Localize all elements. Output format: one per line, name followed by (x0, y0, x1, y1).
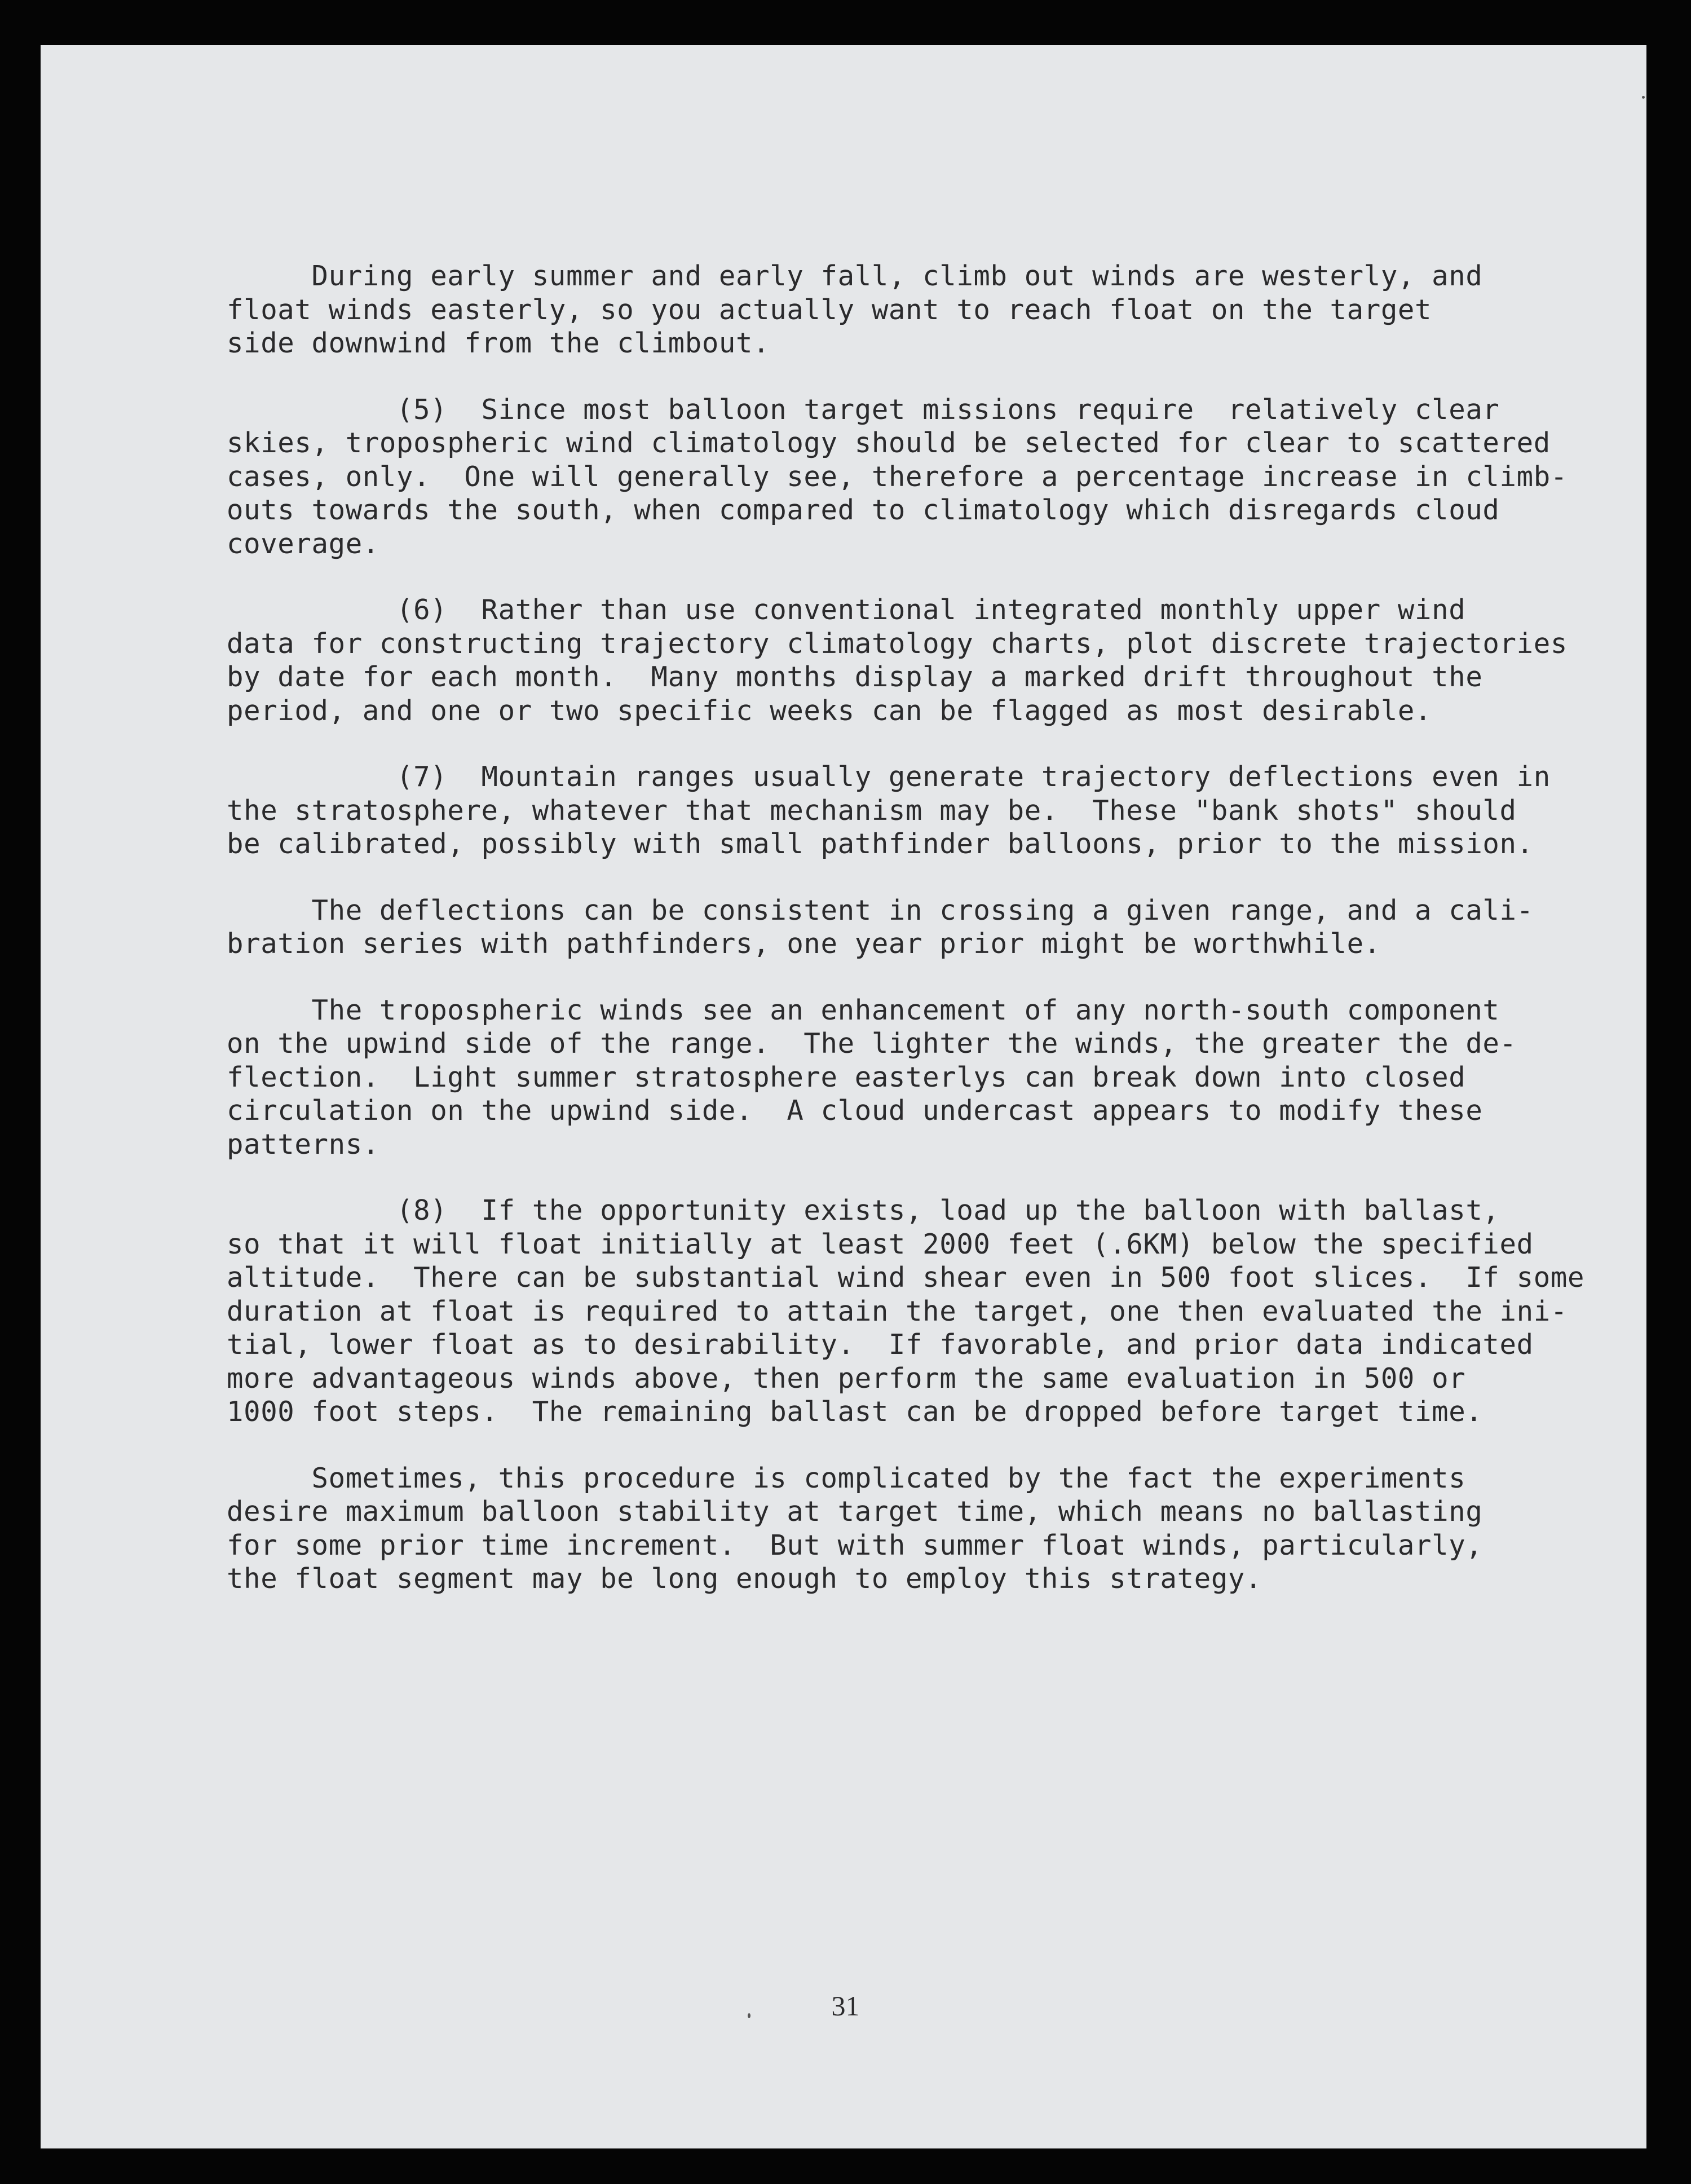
paragraph-ballasting: Sometimes, this procedure is complicated by the fact the experiments desire maximum balloon stability at target time, which means no ballasting for some prior time increment. But with summer float winds, particularly, the float segment may be long enough to employ this strategy. (227, 1462, 1483, 1595)
scan-speck (1642, 96, 1645, 99)
paragraph-item-5: (5) Since most balloon target missions require relatively clear skies, tropospheric wind climatology should be selected for clear to scattered cases, only. One will generally see, therefore a percentage increase in climb- outs towards the south, when compared to climatology which disregards cloud coverage. (227, 393, 1568, 560)
paragraph-item-8: (8) If the opportunity exists, load up the balloon with ballast, so that it will float initially at least 2000 feet (.6KM) below the specified altitude. There can be substantial wind shear even in 500 foot slices. If some duration at float is required to attain the target, one then evaluated the ini- tial, lower float as to desirability. If favorable, and prior data indicated more advantageous winds above, then perform the same evaluation in 500 or 1000 foot steps. The remaining ballast can be dropped before target time. (227, 1194, 1585, 1428)
body-text (227, 259, 1591, 1629)
paragraph-item-7: (7) Mountain ranges usually generate trajectory deflections even in the stratosphere, whatever that mechanism may be. These "bank shots" should be calibrated, possibly with small pathfinder balloons, prior to the mission. (227, 761, 1551, 860)
paragraph-item-6: (6) Rather than use conventional integrated monthly upper wind data for constructing trajectory climatology charts, plot discrete trajectories by date for each month. Many months display a marked drift throughout the period, and one or two specific weeks can be flagged as most desirable. (227, 594, 1568, 727)
page-number: 31 (831, 1990, 860, 2022)
paragraph-tropospheric-winds: The tropospheric winds see an enhancement of any north-south component on the upwind side of the range. The lighter the winds, the greater the de- flection. Light summer stratosphere easterlys can break down into closed circulation on the upwind side. A cloud undercast appears to modify these patterns. (227, 994, 1517, 1161)
paragraph-climb-out-winds: During early summer and early fall, climb out winds are westerly, and float winds easterly, so you actually want to reach float on the target side downwind from the climbout. (227, 260, 1483, 359)
paragraph-deflections: The deflections can be consistent in crossing a given range, and a cali- bration series with pathfinders, one year prior might be worthwhile. (227, 894, 1534, 960)
